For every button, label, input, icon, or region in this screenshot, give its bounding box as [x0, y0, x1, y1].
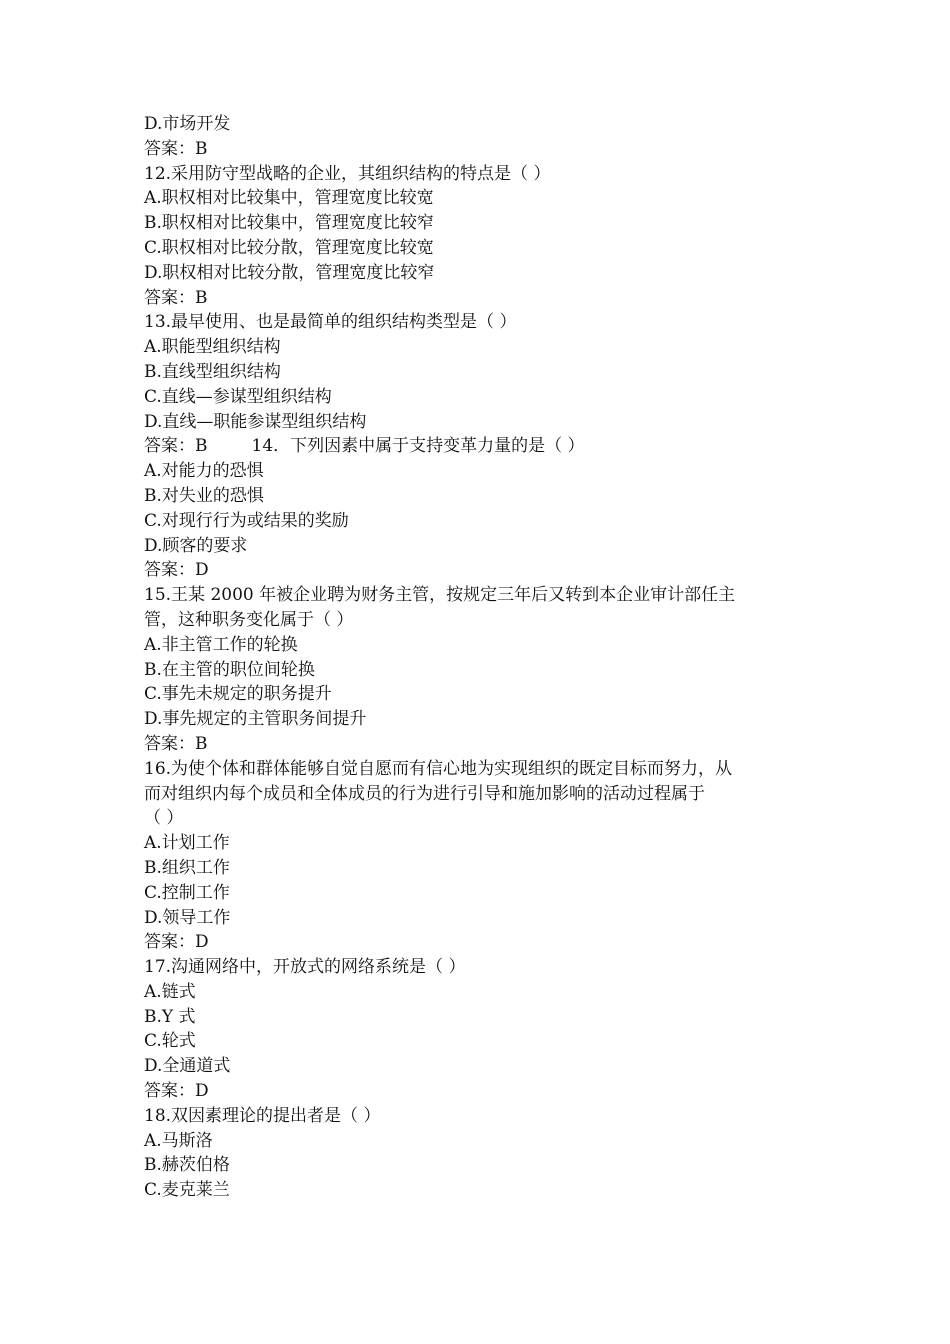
q14-option-d: D.顾客的要求	[144, 535, 248, 556]
q13-stem: 13.最早使用、也是最简单的组织结构类型是（ ）	[144, 312, 517, 333]
q12-stem: 12.采用防守型战略的企业，其组织结构的特点是（ ）	[144, 163, 551, 184]
q13-option-c: C.直线—参谋型组织结构	[144, 386, 332, 407]
q12-option-d: D.职权相对比较分散，管理宽度比较窄	[144, 262, 435, 283]
q18-option-c: C.麦克莱兰	[144, 1180, 230, 1201]
q17-option-a: A.链式	[144, 981, 196, 1002]
q17-option-c: C.轮式	[144, 1031, 196, 1052]
q18-stem: 18.双因素理论的提出者是（ ）	[144, 1105, 381, 1126]
q12-option-a: A.职权相对比较集中，管理宽度比较宽	[144, 188, 434, 209]
q15-answer: 答案：B	[144, 733, 208, 754]
q15-option-d: D.事先规定的主管职务间提升	[144, 709, 367, 730]
q15-option-a: A.非主管工作的轮换	[144, 634, 298, 655]
q17-option-b: B.Y 式	[144, 1006, 196, 1027]
q16-option-d: D.领导工作	[144, 907, 231, 928]
q14-answer: 答案：D	[144, 560, 209, 581]
q16-stem-line3: （ ）	[144, 808, 184, 829]
q15-option-b: B.在主管的职位间轮换	[144, 659, 315, 680]
q16-option-a: A.计划工作	[144, 833, 230, 854]
q15-option-c: C.事先未规定的职务提升	[144, 684, 332, 705]
q14-stem: 14．下列因素中属于支持变革力量的是（ ）	[251, 436, 585, 457]
q17-stem: 17.沟通网络中，开放式的网络系统是（ ）	[144, 957, 466, 978]
q13-option-a: A.职能型组织结构	[144, 337, 281, 358]
q16-option-c: C.控制工作	[144, 882, 230, 903]
q17-answer: 答案：D	[144, 1081, 209, 1102]
q13-answer-q14-stem-line	[144, 434, 814, 459]
q13-answer: 答案：B	[144, 436, 208, 457]
q13-option-d: D.直线—职能参谋型组织结构	[144, 411, 367, 432]
q13-option-b: B.直线型组织结构	[144, 361, 281, 382]
q18-option-b: B.赫茨伯格	[144, 1155, 230, 1176]
q12-option-b: B.职权相对比较集中，管理宽度比较窄	[144, 213, 434, 234]
q16-stem-line2: 而对组织内每个成员和全体成员的行为进行引导和施加影响的活动过程属于	[144, 783, 705, 804]
q12-option-c: C.职权相对比较分散，管理宽度比较宽	[144, 237, 434, 258]
q14-option-a: A.对能力的恐惧	[144, 461, 264, 482]
q16-option-b: B.组织工作	[144, 857, 230, 878]
q11-answer: 答案：B	[144, 138, 208, 159]
q15-stem-line1: 15.王某 2000 年被企业聘为财务主管，按规定三年后又转到本企业审计部任主	[144, 585, 736, 606]
q15-stem-line2: 管，这种职务变化属于（ ）	[144, 609, 354, 630]
q11-option-d: D.市场开发	[144, 114, 231, 134]
question-list	[144, 112, 814, 1203]
q16-stem-line1: 16.为使个体和群体能够自觉自愿而有信心地为实现组织的既定目标而努力，从	[144, 758, 733, 779]
q17-option-d: D.全通道式	[144, 1056, 231, 1077]
q14-option-b: B.对失业的恐惧	[144, 485, 264, 506]
q16-answer: 答案：D	[144, 932, 209, 953]
q14-option-c: C.对现行行为或结果的奖励	[144, 510, 349, 531]
q12-answer: 答案：B	[144, 287, 208, 308]
q18-option-a: A.马斯洛	[144, 1130, 213, 1151]
